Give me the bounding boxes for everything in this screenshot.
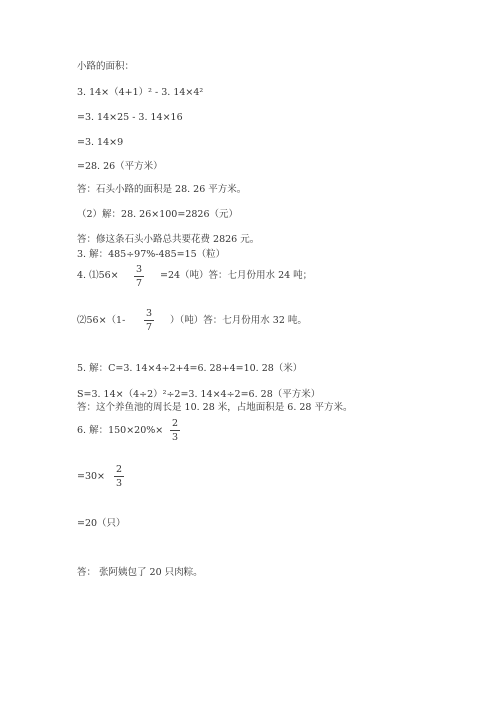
- text-line: =28. 26（平方米）: [77, 161, 163, 172]
- fraction: [114, 464, 124, 489]
- fraction-denominator: 3: [115, 478, 123, 489]
- text-line: ⑵56×（1-: [77, 315, 126, 326]
- text-line: S=3. 14×（4÷2）²÷2=3. 14×4÷2=6. 28（平方米）: [77, 389, 321, 400]
- fraction-numerator: 2: [171, 418, 179, 429]
- fraction-bar: [114, 476, 124, 477]
- fraction-bar: [144, 320, 154, 321]
- text-line: ）（吨）答：七月份用水 32 吨。: [170, 315, 307, 326]
- text-line: 3. 14×（4+1）² - 3. 14×4²: [77, 87, 204, 98]
- fraction: [144, 308, 154, 333]
- text-line: =20（只）: [77, 518, 126, 529]
- fraction-bar: [134, 276, 144, 277]
- text-line: 4. ⑴56×: [77, 270, 119, 281]
- text-line: =24（吨）答：七月份用水 24 吨；: [160, 270, 313, 281]
- text-line: 小路的面积：: [77, 61, 135, 72]
- text-line: =3. 14×25 - 3. 14×16: [77, 112, 183, 123]
- text-line: 3. 解：485÷97%-485=15（粒）: [77, 249, 226, 260]
- text-line: 答：修这条石头小路总共要花费 2826 元。: [77, 234, 260, 245]
- text-line: =3. 14×9: [77, 137, 124, 148]
- fraction-numerator: 3: [145, 308, 153, 319]
- fraction-bar: [170, 430, 180, 431]
- fraction: [134, 264, 144, 289]
- text-line: 答： 张阿姨包了 20 只肉粽。: [77, 567, 203, 578]
- fraction-denominator: 3: [171, 432, 179, 443]
- fraction-numerator: 2: [115, 464, 123, 475]
- fraction-numerator: 3: [135, 264, 143, 275]
- text-line: 答：石头小路的面积是 28. 26 平方米。: [77, 184, 247, 195]
- fraction-denominator: 7: [145, 322, 153, 333]
- fraction-denominator: 7: [135, 278, 143, 289]
- text-line: 5. 解：C=3. 14×4÷2+4=6. 28+4=10. 28（米）: [77, 363, 303, 374]
- text-line: （2）解：28. 26×100=2826（元）: [77, 209, 238, 220]
- text-line: 6. 解：150×20%×: [77, 425, 164, 436]
- text-line: =30×: [77, 471, 106, 482]
- fraction: [170, 418, 180, 443]
- text-line: 答：这个养鱼池的周长是 10. 28 米，占地面积是 6. 28 平方米。: [77, 402, 353, 413]
